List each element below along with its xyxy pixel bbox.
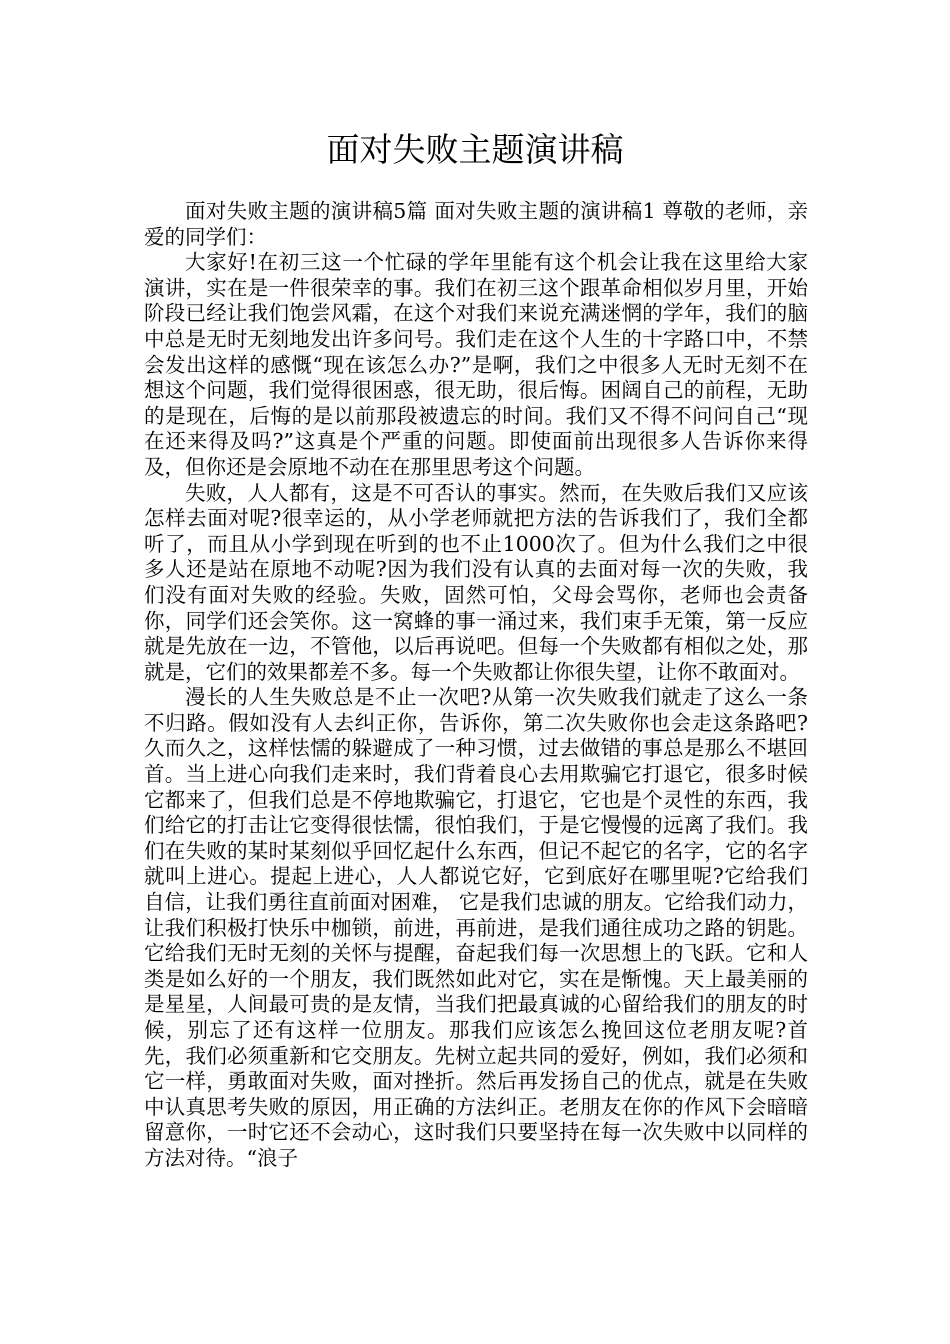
paragraph-intro: 面对失败主题的演讲稿5篇 面对失败主题的演讲稿1 尊敬的老师，亲爱的同学们： [144,199,808,249]
document-title: 面对失败主题演讲稿 [326,130,624,169]
document-body [144,199,808,1172]
paragraph-greeting: 大家好!在初三这一个忙碌的学年里能有这个机会让我在这里给大家演讲，实在是一件很荣幸的事。我们在初三这个跟革命相似岁月里，开始阶段已经让我们饱尝风霜，在这个对我们来说充满迷惘的学年，我们的脑中总是无时无刻地发出许多问号。我们走在这个人生的十字路口中，不禁会发出这样的感慨“现在该怎么办?”是啊，我们之中很多人无时无刻不在想这个问题，我们觉得很困惑，很无助，很后悔。困阔自己的前程，无助的是现在，后悔的是以前那段被遗忘的时间。我们又不得不问问自己“现在还来得及吗?”这真是个严重的问题。即使面前出现很多人告诉你来得及，但你还是会原地不动在在那里思考这个问题。 [144,250,808,479]
paragraph-failure: 失败，人人都有，这是不可否认的事实。然而，在失败后我们又应该怎样去面对呢?很幸运的，从小学老师就把方法的告诉我们了，我们全都听了，而且从小学到现在听到的也不止1000次了。但为什么我们之中很多人还是站在原地不动呢?因为我们没有认真的去面对每一次的失败，我们没有面对失败的经验。失败，固然可怕，父母会骂你，老师也会责备你，同学们还会笑你。这一窝蜂的事一涌过来，我们束手无策，第一反应就是先放在一边，不管他，以后再说吧。但每一个失败都有相似之处，那就是，它们的效果都差不多。每一个失败都让你很失望，让你不敢面对。 [144,480,808,684]
paragraph-ambition: 漫长的人生失败总是不止一次吧?从第一次失败我们就走了这么一条不归路。假如没有人去纠正你，告诉你，第二次失败你也会走这条路吧?久而久之，这样怯懦的躲避成了一种习惯，过去做错的事总是那么不堪回首。当上进心向我们走来时，我们背着良心去用欺骗它打退它，很多时候它都来了，但我们总是不停地欺骗它，打退它，它也是个灵性的东西，我们给它的打击让它变得很怯懦，很怕我们，于是它慢慢的远离了我们。我们在失败的某时某刻似乎回忆起什么东西，但记不起它的名字，它的名字就叫上进心。提起上进心，人人都说它好，它到底好在哪里呢?它给我们自信，让我们勇往直前面对困难， 它是我们忠诚的朋友。它给我们动力，让我们积极打快乐中枷锁，前进，再前进，是我们通往成功之路的钥匙。它给我们无时无刻的关怀与提醒，奋起我们每一次思想上的飞跃。它和人类是如么好的一个朋友，我们既然如此对它，实在是惭愧。天上最美丽的是星星，人间最可贵的是友情，当我们把最真诚的心留给我们的朋友的时候，别忘了还有这样一位朋友。那我们应该怎么挽回这位老朋友呢?首先，我们必须重新和它交朋友。先树立起共同的爱好，例如，我们必须和它一样，勇敢面对失败，面对挫折。然后再发扬自己的优点，就是在失败中认真思考失败的原因，用正确的方法纠正。老朋友在你的作风下会暗暗留意你，一时它还不会动心，这时我们只要坚持在每一次失败中以同样的方法对待。“浪子 [144,685,808,1170]
